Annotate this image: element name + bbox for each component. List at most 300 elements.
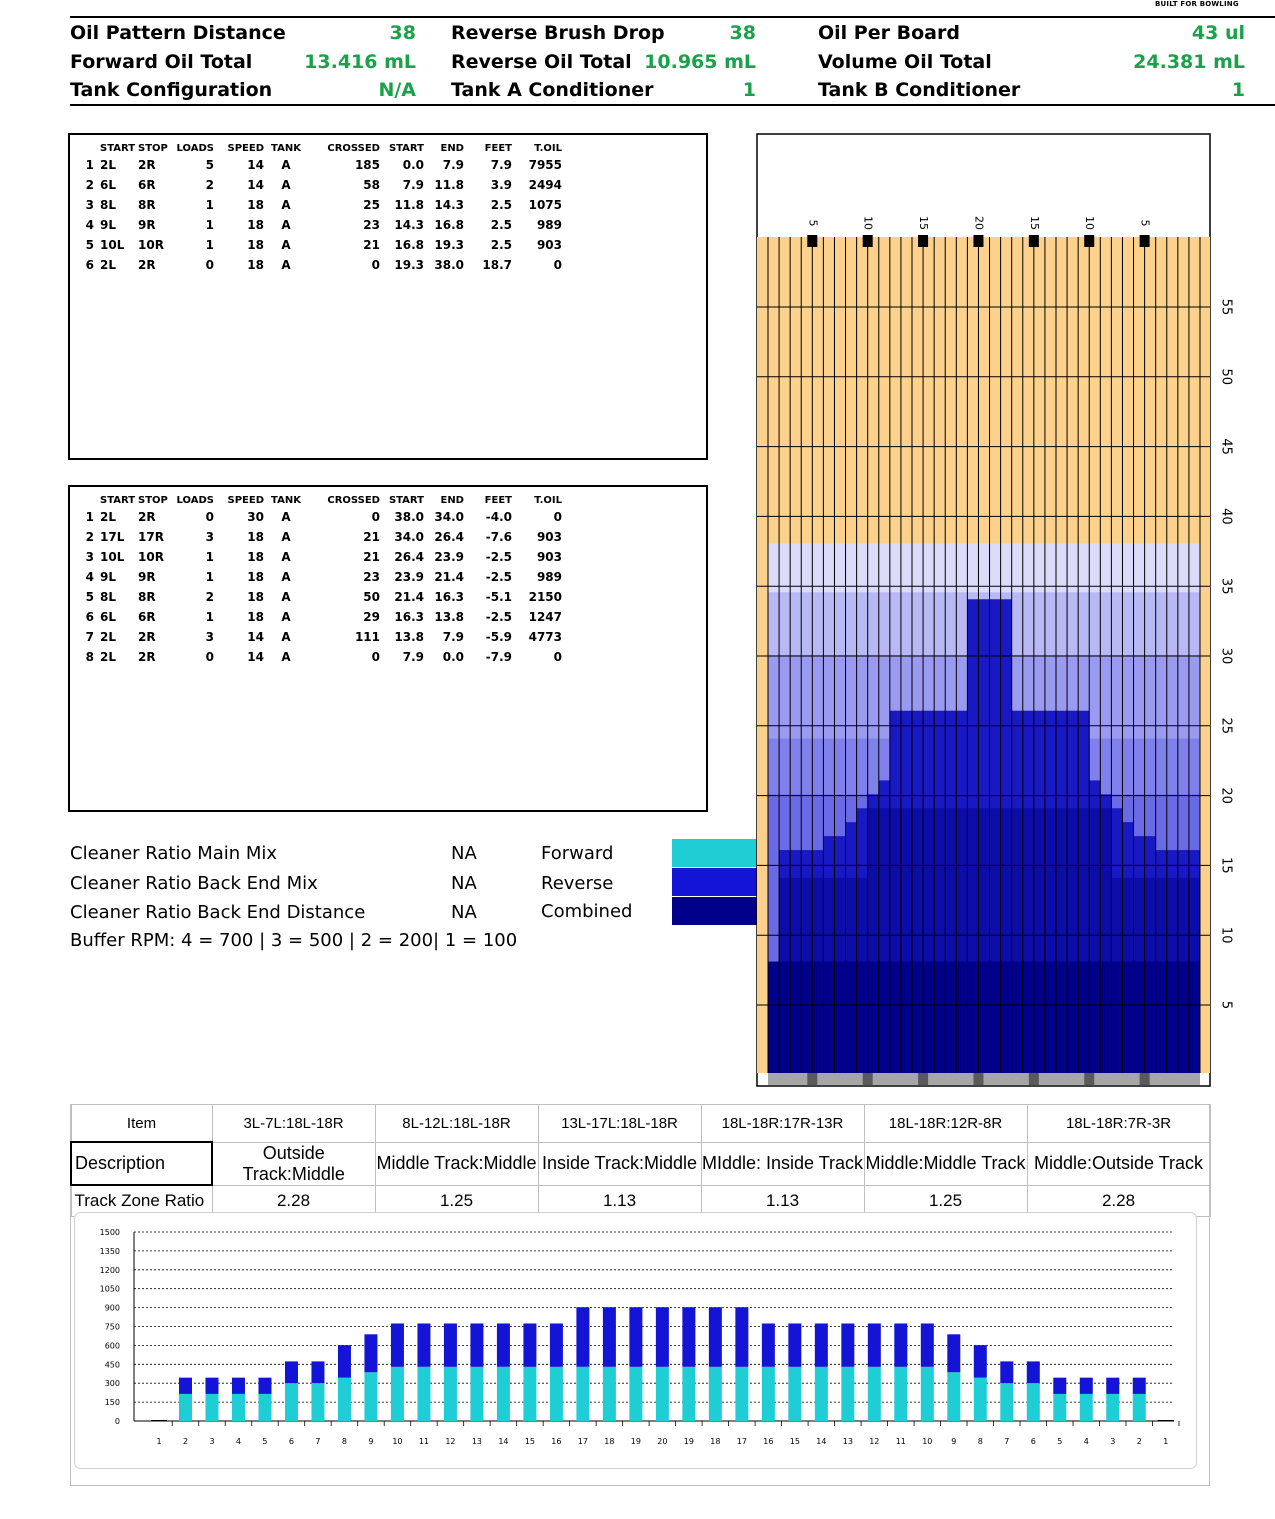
distance-label: 25 [1218, 717, 1234, 735]
pass-cell: 34.0 [394, 530, 424, 544]
col-header: START [100, 494, 136, 506]
zone-header-cell: 8L-12L:18L-18R [375, 1105, 538, 1143]
x-tick-label: 11 [418, 1437, 430, 1446]
pass-cell: 1 [205, 610, 214, 624]
pass-cell: A [281, 218, 291, 232]
pass-cell: 58 [363, 178, 380, 192]
bar-segment [576, 1307, 589, 1367]
pass-cell: 21 [363, 550, 380, 564]
pass-cell: 7.9 [442, 630, 464, 644]
pass-row [78, 527, 562, 547]
pass-row [78, 255, 562, 275]
pass-cell: 0 [205, 258, 214, 272]
header-value: 13.416 mL [304, 51, 416, 73]
zone-header-cell: 13L-17L:18L-18R [538, 1105, 701, 1143]
pass-cell: 1 [85, 158, 94, 172]
bar-segment [1053, 1394, 1066, 1421]
pass-row [78, 215, 562, 235]
zone-ratio-cell: 2.28 [212, 1185, 375, 1217]
pass-cell: 2R [138, 650, 156, 664]
x-tick-label: 19 [683, 1437, 694, 1446]
target-arrow [1084, 235, 1094, 247]
pass-cell: 23.9 [394, 570, 424, 584]
pass-cell: 2R [138, 258, 156, 272]
x-tick-label: 3 [209, 1437, 215, 1446]
pass-cell: 0 [371, 650, 380, 664]
pass-cell: 21.4 [394, 590, 424, 604]
pass-cell: A [281, 630, 291, 644]
col-header: CROSSED [327, 494, 380, 506]
bar-segment [841, 1323, 854, 1366]
y-tick-label: 0 [114, 1417, 120, 1426]
zone-ratio-cell: 1.13 [701, 1185, 864, 1217]
pass-row [78, 507, 562, 527]
zone-header-cell: 3L-7L:18L-18R [212, 1105, 375, 1143]
pass-cell: 9R [138, 570, 156, 584]
x-tick-label: 14 [816, 1437, 827, 1446]
bar-segment [682, 1307, 695, 1367]
pass-cell: 38.0 [434, 258, 464, 272]
distance-label: 5 [1218, 1000, 1234, 1010]
x-tick-label: 13 [842, 1437, 853, 1446]
pass-cell: 8R [138, 590, 156, 604]
col-header: TANK [271, 142, 301, 154]
pass-cell: 5 [205, 158, 214, 172]
x-tick-label: 9 [951, 1437, 957, 1446]
col-header: END [440, 142, 464, 154]
x-tick-label: 4 [1083, 1437, 1089, 1446]
pass-row [78, 587, 562, 607]
bar-segment [1027, 1361, 1040, 1383]
bar-segment [921, 1367, 934, 1421]
pass-cell: 14 [247, 178, 264, 192]
x-tick-label: 20 [657, 1437, 668, 1446]
pass-cell: 26.4 [394, 550, 424, 564]
info-value: NA [451, 902, 477, 923]
x-tick-label: 19 [630, 1437, 641, 1446]
pass-cell: 989 [536, 570, 562, 584]
pass-cell: 50 [363, 590, 380, 604]
pass-cell: 6L [100, 178, 116, 192]
header-value: 1 [1231, 79, 1245, 101]
pass-cell: 10R [138, 550, 164, 564]
bar-segment [735, 1367, 748, 1421]
bar-segment [1053, 1378, 1066, 1394]
y-tick-label: 900 [104, 1303, 120, 1313]
distance-label: 10 [1218, 926, 1234, 944]
header-label: Reverse Brush Drop [451, 22, 665, 44]
x-tick-label: 8 [341, 1437, 348, 1446]
bar-segment [258, 1378, 271, 1394]
bar-segment [179, 1394, 192, 1421]
col-header: START [388, 142, 424, 154]
pass-cell: A [281, 158, 291, 172]
board-label: 5 [806, 219, 820, 227]
pass-cell: 11.8 [394, 198, 424, 212]
pass-cell: 111 [354, 630, 380, 644]
pass-row [78, 155, 562, 175]
zone-description-cell: Inside Track:Middle [538, 1142, 701, 1185]
bar-segment [1027, 1383, 1040, 1421]
bar-segment [629, 1307, 642, 1367]
lane-foul-strip [768, 1073, 1200, 1085]
x-tick-label: 5 [1057, 1437, 1063, 1446]
pass-cell: 8R [138, 198, 156, 212]
pass-cell: 13.8 [434, 610, 464, 624]
pass-cell: 4773 [528, 630, 562, 644]
pass-cell: 1 [205, 198, 214, 212]
bar-segment [550, 1367, 563, 1421]
col-header: LOADS [176, 494, 214, 506]
board-label: 10 [1083, 216, 1097, 230]
bar-segment [603, 1307, 616, 1367]
distance-label: 20 [1218, 787, 1234, 804]
pass-cell: -7.6 [485, 530, 512, 544]
zone-description-cell: Outside Track:Middle [212, 1142, 375, 1185]
bar-segment [444, 1367, 457, 1421]
pass-cell: 2 [205, 178, 214, 192]
pass-cell: A [281, 610, 291, 624]
pass-cell: 18 [247, 258, 264, 272]
bar-segment [629, 1367, 642, 1421]
col-header: TANK [271, 494, 301, 506]
pass-cell: 2R [138, 158, 156, 172]
pass-cell: 18 [247, 218, 264, 232]
x-tick-label: 1 [1163, 1437, 1169, 1446]
board-label: 5 [1138, 219, 1152, 227]
header-label: Tank A Conditioner [451, 79, 654, 101]
y-tick-label: 150 [104, 1398, 120, 1408]
bar-segment [1106, 1394, 1119, 1421]
pass-cell: 6 [85, 258, 94, 272]
header-value: 24.381 mL [1133, 51, 1245, 73]
bar-segment [1080, 1378, 1093, 1394]
bar-segment [232, 1394, 245, 1421]
zone-ratio-cell: 2.28 [1027, 1185, 1210, 1217]
pass-cell: 2L [100, 630, 116, 644]
info-label: Cleaner Ratio Back End Distance [70, 902, 366, 923]
bar-segment [735, 1307, 748, 1367]
pass-cell: 7955 [528, 158, 562, 172]
bar-segment [656, 1367, 669, 1421]
pass-cell: 185 [354, 158, 380, 172]
bar-segment [338, 1378, 351, 1421]
pass-cell: 0.0 [442, 650, 464, 664]
pass-cell: 21 [363, 238, 380, 252]
zone-description-cell: Middle Track:Middle [375, 1142, 538, 1185]
pass-row [78, 235, 562, 255]
pass-cell: 2R [138, 630, 156, 644]
pass-cell: 2R [138, 510, 156, 524]
header-top-rule [70, 16, 1275, 18]
legend-swatch-reverse [672, 868, 758, 896]
pass-cell: 18 [247, 590, 264, 604]
pass-cell: 2L [100, 158, 116, 172]
bar-segment [497, 1367, 510, 1421]
pass-cell: 23 [363, 570, 380, 584]
pass-cell: 18 [247, 238, 264, 252]
pass-cell: 11.8 [434, 178, 464, 192]
col-header: SPEED [227, 142, 264, 154]
bar-segment [947, 1334, 960, 1372]
bar-segment [841, 1367, 854, 1421]
pass-row [78, 647, 562, 667]
pass-cell: 17R [138, 530, 164, 544]
bar-segment [1080, 1394, 1093, 1421]
pass-cell: 903 [536, 238, 562, 252]
pass-cell: 2.5 [490, 198, 512, 212]
pass-row [78, 195, 562, 215]
pass-cell: 16.3 [434, 590, 464, 604]
bar-segment [894, 1367, 907, 1421]
x-tick-label: 8 [977, 1437, 983, 1446]
bar-segment [603, 1367, 616, 1421]
pass-cell: 6 [85, 610, 94, 624]
y-tick-label: 750 [104, 1322, 120, 1332]
col-header: START [100, 142, 136, 154]
pass-cell: 10L [100, 550, 125, 564]
header-label: Volume Oil Total [818, 51, 992, 73]
bar-segment [894, 1323, 907, 1366]
bar-segment [205, 1394, 218, 1421]
board-label: 10 [861, 216, 875, 230]
zone-header-cell: 18L-18R:12R-8R [864, 1105, 1027, 1143]
header-value: 38 [729, 22, 756, 44]
pass-cell: 903 [536, 550, 562, 564]
header-label: Forward Oil Total [70, 51, 253, 73]
pass-cell: 14 [247, 650, 264, 664]
bar-segment [788, 1367, 801, 1421]
bar-segment [470, 1367, 483, 1421]
pass-cell: 2494 [528, 178, 562, 192]
pass-cell: 8L [100, 198, 116, 212]
bar-segment [576, 1367, 589, 1421]
pass-cell: 16.8 [394, 238, 424, 252]
x-tick-label: 13 [471, 1437, 483, 1446]
pass-cell: 13.8 [394, 630, 424, 644]
pass-cell: 5 [85, 590, 94, 604]
pass-cell: A [281, 178, 291, 192]
bar-segment [1133, 1378, 1146, 1394]
bar-segment [1106, 1378, 1119, 1394]
forward-pass-table [68, 133, 708, 460]
info-value: NA [451, 873, 477, 894]
pass-cell: 1 [205, 570, 214, 584]
pass-cell: 17L [100, 530, 125, 544]
x-tick-label: 1 [156, 1437, 162, 1446]
legend-swatch-forward [672, 839, 758, 867]
pass-cell: 0 [205, 510, 214, 524]
pass-cell: A [281, 510, 291, 524]
lane-oil-heads [768, 962, 1200, 1073]
pass-cell: 18 [247, 550, 264, 564]
pass-cell: 7.9 [490, 158, 512, 172]
pass-cell: 23 [363, 218, 380, 232]
bar-segment [656, 1307, 669, 1367]
info-label: Cleaner Ratio Back End Mix [70, 873, 318, 894]
pass-row [78, 607, 562, 627]
bar-segment [391, 1367, 404, 1421]
x-tick-label: 17 [736, 1437, 747, 1446]
pass-cell: 29 [363, 610, 380, 624]
pass-cell: 21.4 [434, 570, 464, 584]
col-header: CROSSED [327, 142, 380, 154]
bar-segment [364, 1334, 377, 1372]
pass-cell: 8L [100, 590, 116, 604]
distance-label: 50 [1218, 368, 1234, 386]
pass-cell: 989 [536, 218, 562, 232]
brand-tagline: BUILT FOR BOWLING [1155, 0, 1239, 8]
bar-segment [1000, 1383, 1013, 1421]
x-tick-label: 12 [445, 1437, 456, 1446]
pass-cell: -7.9 [485, 650, 512, 664]
bar-segment [868, 1367, 881, 1421]
board-label: 15 [917, 216, 931, 230]
pass-cell: 10L [100, 238, 125, 252]
pass-cell: 18 [247, 198, 264, 212]
pass-cell: 5 [85, 238, 94, 252]
pass-cell: 1 [205, 218, 214, 232]
pass-cell: 0.0 [402, 158, 424, 172]
reverse-pass-table [68, 485, 708, 812]
pass-cell: 0 [371, 258, 380, 272]
bar-segment [258, 1394, 271, 1421]
distance-label: 40 [1218, 508, 1234, 525]
zone-description-cell: MIddle: Inside Track [701, 1142, 864, 1185]
bar-segment [417, 1323, 430, 1366]
bar-segment [285, 1383, 298, 1421]
zone-ratio-cell: 1.25 [375, 1185, 538, 1217]
bar-segment [788, 1323, 801, 1366]
pass-cell: 14 [247, 630, 264, 644]
pass-cell: 7.9 [402, 650, 424, 664]
bar-segment [364, 1372, 377, 1421]
forward-pass-grid [78, 141, 562, 275]
y-tick-label: 1500 [99, 1228, 120, 1237]
pass-cell: 3 [85, 198, 94, 212]
x-tick-label: 12 [869, 1437, 880, 1446]
pass-cell: 2150 [528, 590, 562, 604]
pass-cell: 6R [138, 178, 156, 192]
header-bottom-rule [70, 104, 1275, 106]
col-header: STOP [138, 494, 168, 506]
pass-cell: 2L [100, 650, 116, 664]
bar-segment [285, 1361, 298, 1383]
bar-segment [497, 1323, 510, 1366]
x-tick-label: 2 [182, 1437, 189, 1446]
pass-row [78, 547, 562, 567]
pass-cell: 2 [85, 178, 94, 192]
pass-cell: 21 [363, 530, 380, 544]
pass-cell: 0 [553, 510, 562, 524]
zone-header-cell: Item [71, 1105, 212, 1143]
target-arrow [1029, 235, 1039, 247]
x-tick-label: 6 [1030, 1437, 1036, 1446]
pass-cell: 0 [553, 650, 562, 664]
pass-cell: 16.3 [394, 610, 424, 624]
bar-segment [974, 1378, 987, 1421]
target-arrow [973, 235, 983, 247]
col-header: T.OIL [534, 142, 562, 154]
bar-segment [815, 1367, 828, 1421]
lane-oil-graph [756, 133, 1256, 1093]
col-header [78, 493, 94, 507]
x-tick-label: 4 [235, 1437, 242, 1446]
y-tick-label: 1350 [99, 1246, 120, 1256]
pass-row [78, 627, 562, 647]
x-tick-label: 14 [498, 1437, 509, 1446]
bar-segment [338, 1345, 351, 1378]
bar-segment [815, 1323, 828, 1366]
pass-cell: 16.8 [434, 218, 464, 232]
pass-cell: 9R [138, 218, 156, 232]
legend-label-combined: Combined [541, 901, 633, 922]
distance-label: 35 [1218, 577, 1234, 595]
pass-cell: 2L [100, 510, 116, 524]
header-value: 10.965 mL [644, 51, 756, 73]
col-header: FEET [484, 142, 512, 154]
x-tick-label: 11 [895, 1437, 906, 1446]
bar-segment [762, 1323, 775, 1366]
col-header [78, 141, 94, 155]
pass-cell: 23.9 [434, 550, 464, 564]
pass-cell: 4 [85, 218, 94, 232]
pass-cell: 1247 [528, 610, 562, 624]
x-tick-label: 15 [789, 1437, 800, 1446]
pass-cell: 7.9 [442, 158, 464, 172]
legend-swatch-combined [672, 897, 758, 925]
header-label: Oil Pattern Distance [70, 22, 286, 44]
distance-label: 30 [1218, 647, 1234, 665]
pass-cell: 3.9 [490, 178, 512, 192]
bar-segment [1133, 1394, 1146, 1421]
pass-cell: A [281, 650, 291, 664]
zone-description-label: Description [71, 1142, 212, 1185]
bar-segment [417, 1367, 430, 1421]
zone-header-cell: 18L-18R:17R-13R [701, 1105, 864, 1143]
pass-cell: A [281, 570, 291, 584]
pass-cell: A [281, 238, 291, 252]
x-tick-label: 5 [262, 1437, 268, 1446]
pass-cell: 34.0 [434, 510, 464, 524]
x-tick-label: 9 [368, 1437, 374, 1446]
pass-cell: 38.0 [394, 510, 424, 524]
legend-label-reverse: Reverse [541, 873, 614, 894]
x-tick-label: 7 [315, 1437, 321, 1446]
header-value: 43 ul [1191, 22, 1245, 44]
bar-segment [868, 1323, 881, 1366]
reverse-pass-grid [78, 493, 562, 667]
pass-cell: 2.5 [490, 218, 512, 232]
header-label: Tank B Conditioner [818, 79, 1021, 101]
pass-cell: 1 [85, 510, 94, 524]
info-label: Cleaner Ratio Main Mix [70, 843, 278, 864]
bar-segment [391, 1323, 404, 1366]
pass-cell: 0 [205, 650, 214, 664]
pass-cell: 19.3 [394, 258, 424, 272]
track-zone-table [70, 1104, 1211, 1217]
pass-cell: 6R [138, 610, 156, 624]
oil-per-board-chart [74, 1212, 1198, 1470]
pass-cell: 18 [247, 610, 264, 624]
target-arrow [863, 235, 873, 247]
pass-cell: 3 [205, 530, 214, 544]
pass-cell: 0 [371, 510, 380, 524]
col-header: LOADS [176, 142, 214, 154]
pass-cell: -5.9 [485, 630, 512, 644]
bar-segment [470, 1323, 483, 1366]
header-value: 1 [742, 79, 756, 101]
